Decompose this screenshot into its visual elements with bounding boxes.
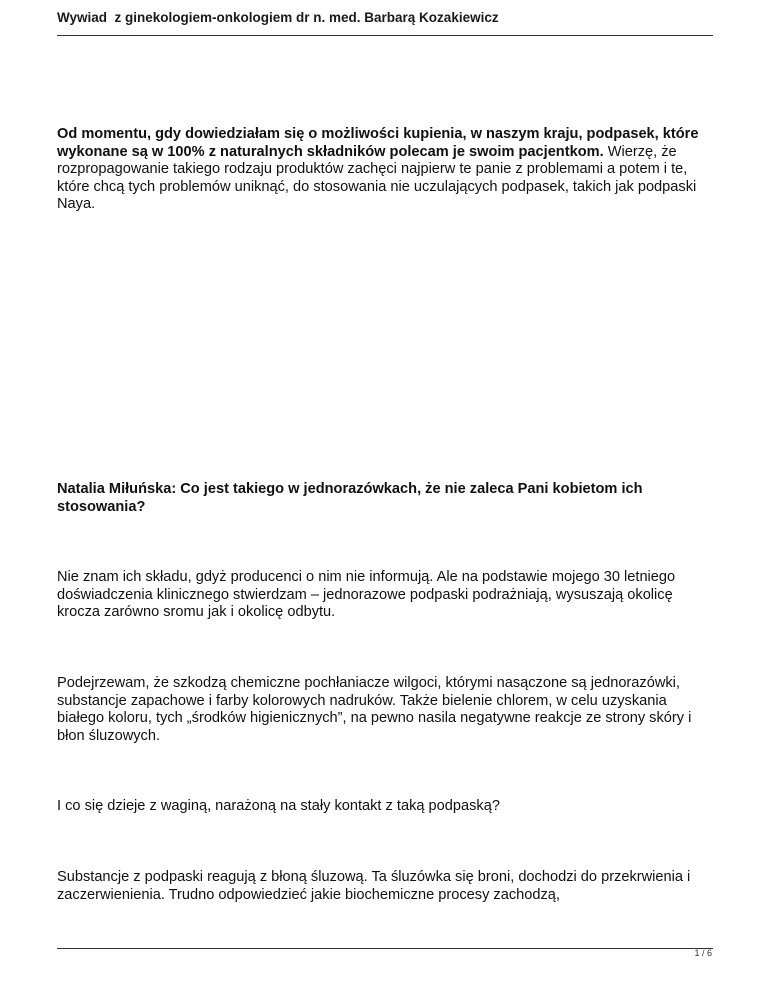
interview-question-2: I co się dzieje z waginą, narażoną na stały kontakt z taką podpaską? <box>57 798 500 814</box>
paragraph-intro <box>57 126 717 214</box>
paragraph-intro-rest: Wierzę, że rozpropagowanie takiego rodzaju produktów zachęci najpierw te panie z problemami a potem i te, które chcą tych problemów uniknąć, do stosowania nie uczulających podpasek, takich jak podpaski Naya. <box>57 143 697 213</box>
interview-answer-1-continued: Podejrzewam, że szkodzą chemiczne pochłaniacze wilgoci, którymi nasączone są jednorazówki, substancje zapachowe i farby kolorowych nadruków. Także bielenie chlorem, w celu uzyskania białego koloru, tych „środków higienicznych”, na pewno nasila negatywne reakcje ze strony skóry i błon śluzowych. <box>57 675 692 744</box>
header-divider <box>57 35 713 36</box>
interview-answer-1: Nie znam ich składu, gdyż producenci o nim nie informują. Ale na podstawie mojego 30 letniego doświadczenia klinicznego stwierdzam – jednorazowe podpaski podrażniają, wysuszają okolicę krocza zarówno sromu jak i okolicę odbytu. <box>57 569 676 621</box>
document-header-title: Wywiad z ginekologiem-onkologiem dr n. med. Barbarą Kozakiewicz <box>57 10 499 25</box>
paragraph-intro-bold: Od momentu, gdy dowiedziałam się o możliwości kupienia, w naszym kraju, podpasek, które wykonane są w 100% z naturalnych składników polecam je swoim pacjentkom. <box>57 126 699 160</box>
interview-answer-2: Substancje z podpaski reagują z błoną śluzową. Ta śluzówka się broni, dochodzi do przekrwienia i zaczerwienienia. Trudno odpowiedzieć jakie biochemiczne procesy zachodzą, <box>57 869 691 903</box>
interview-question-1: Natalia Miłuńska: Co jest takiego w jednorazówkach, że nie zaleca Pani kobietom ich stosowania? <box>57 481 643 515</box>
footer-divider <box>57 948 713 949</box>
page-number: 1 / 6 <box>694 948 712 958</box>
